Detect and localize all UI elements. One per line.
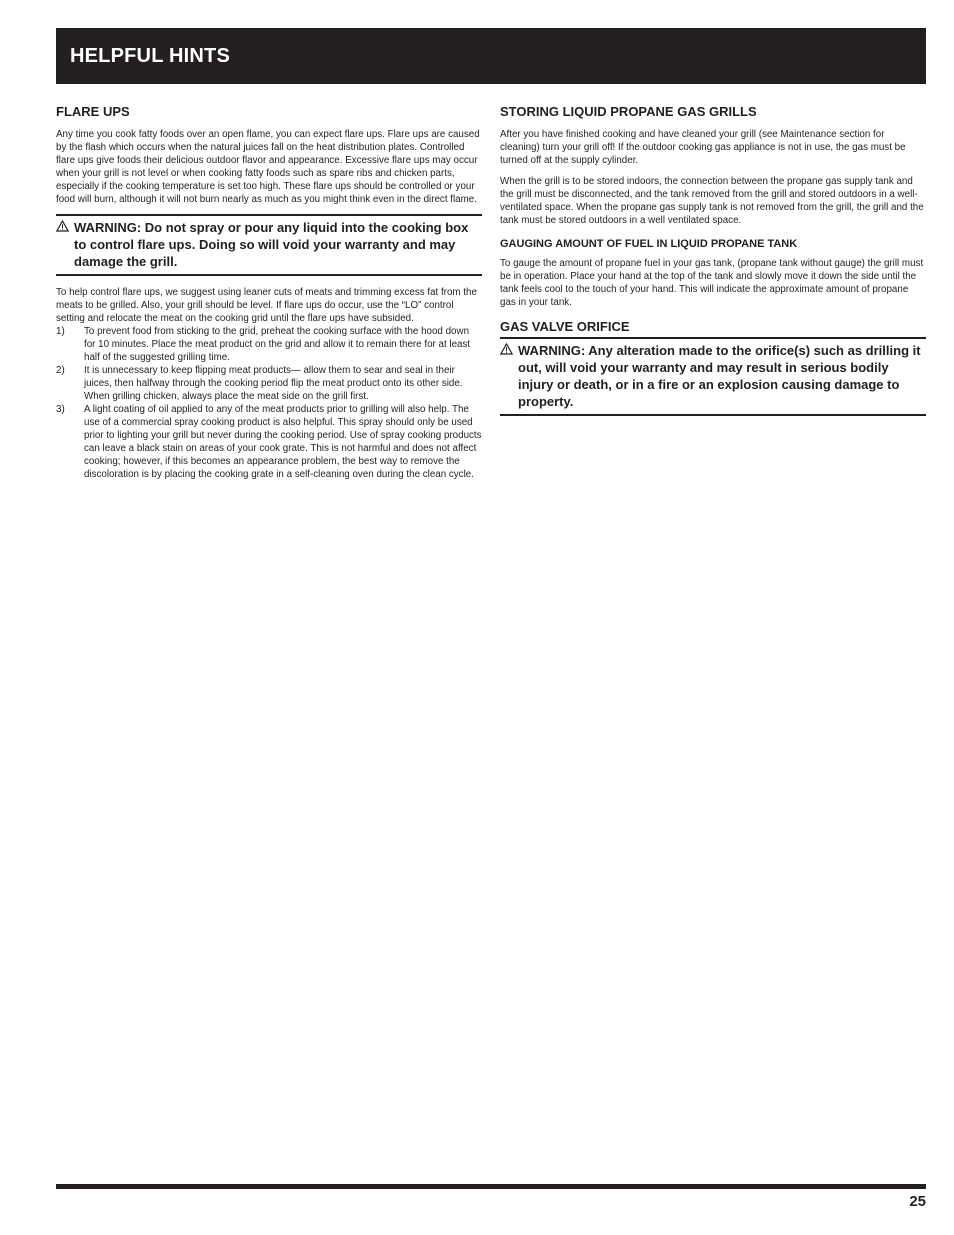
footer-rule xyxy=(56,1184,926,1189)
step-text: It is unnecessary to keep flipping meat products— allow them to sear and seal in their juices, then halfway through the cooking period flip the meat product onto its other side. When grilling chicken, always place the meat side on the grill first. xyxy=(84,365,463,402)
orifice-warning-box xyxy=(500,337,926,416)
flare-ups-warning-text: WARNING: Do not spray or pour any liquid into the cooking box to control flare ups. Doing so will void your warranty and may damage the grill. xyxy=(74,220,469,269)
orifice-warning-text: WARNING: Any alteration made to the orifice(s) such as drilling it out, will void your warranty and may result in serious bodily injury or death, or in a fire or an explosion causing damage to property. xyxy=(518,343,921,409)
storing-heading: STORING LIQUID PROPANE GAS GRILLS xyxy=(500,104,757,119)
step-number: 3) xyxy=(56,404,65,415)
gauging-heading: GAUGING AMOUNT OF FUEL IN LIQUID PROPANE TANK xyxy=(500,238,798,250)
gauging-text: To gauge the amount of propane fuel in your gas tank, (propane tank without gauge) the grill must be in operation. Place your hand at the top of the tank and slowly move it down the side until the tank feels cool to the touch of your hand. This will indicate the approximate amount of propane gas in your tank. xyxy=(500,258,924,308)
step-number: 1) xyxy=(56,326,65,337)
list-item xyxy=(56,403,482,481)
page-title: HELPFUL HINTS xyxy=(70,44,231,67)
flare-ups-heading: FLARE UPS xyxy=(56,104,130,119)
storing-paragraph-1: After you have finished cooking and have cleaned your grill (see Maintenance section for cleaning) turn your grill off! If the outdoor cooking gas appliance is not in use, the gas must be turned off at the supply cylinder. xyxy=(500,129,906,166)
flare-ups-advice: To help control flare ups, we suggest using leaner cuts of meats and trimming excess fat from the meats to be grilled. Also, your grill should be level. If flare ups do occur, use the “LO” control setting and relocate the meat on the cooking grid until the flare ups have subsided. xyxy=(56,287,477,324)
storing-paragraph-2: When the grill is to be stored indoors, the connection between the propane gas supply tank and the grill must be disconnected, and the tank removed from the grill and stored outdoors in a well-ventilated space. When the propane gas supply tank is not removed from the grill, the grill and the tank must be stored outdoors in a well ventilated space. xyxy=(500,176,924,226)
list-item xyxy=(56,325,482,364)
flare-ups-warning-box xyxy=(56,214,482,276)
right-column xyxy=(500,104,926,426)
flare-ups-warning-line xyxy=(56,219,482,270)
flare-ups-steps xyxy=(56,325,482,481)
orifice-heading: GAS VALVE ORIFICE xyxy=(500,319,630,334)
step-text: To prevent food from sticking to the grid, preheat the cooking surface with the hood down for 10 minutes. Place the meat product on the grid and allow it to remain there for at least half of the suggested grilling time. xyxy=(84,326,471,363)
step-number: 2) xyxy=(56,365,65,376)
list-item xyxy=(56,364,482,403)
header-bar xyxy=(56,28,926,84)
orifice-warning-line xyxy=(500,342,926,410)
flare-ups-intro: Any time you cook fatty foods over an open flame, you can expect flare ups. Flare ups are caused by the flash which occurs when the natural juices fall on the heat distribution plates. Controlled flare ups give foods their delicious outdoor flavor and appearance. Excessive flare ups may occur when your grill is not level or when cooking fatty foods such as spare ribs and chicken parts, especially if the cooking temperature is set too high. These flare ups should be controlled or your food will burn, although it will not burn nearly as much as you might think even in the direct flame. xyxy=(56,129,480,205)
warning-triangle-icon xyxy=(500,342,518,410)
warning-triangle-icon xyxy=(56,219,74,270)
left-column xyxy=(56,104,482,481)
step-text: A light coating of oil applied to any of the meat products prior to grilling will also help. The use of a commercial spray cooking product is also helpful. This spray should only be used prior to lighting your grill but never during the cooking period. Use of spray cooking products can leave a black stain on areas of your cook grate. This is not harmful and does not affect cooking; however, if this becomes an appearance problem, the best way to remove the discoloration is by placing the cooking grate in a self-cleaning oven during the clean cycle. xyxy=(84,404,482,480)
page-number: 25 xyxy=(909,1193,926,1210)
